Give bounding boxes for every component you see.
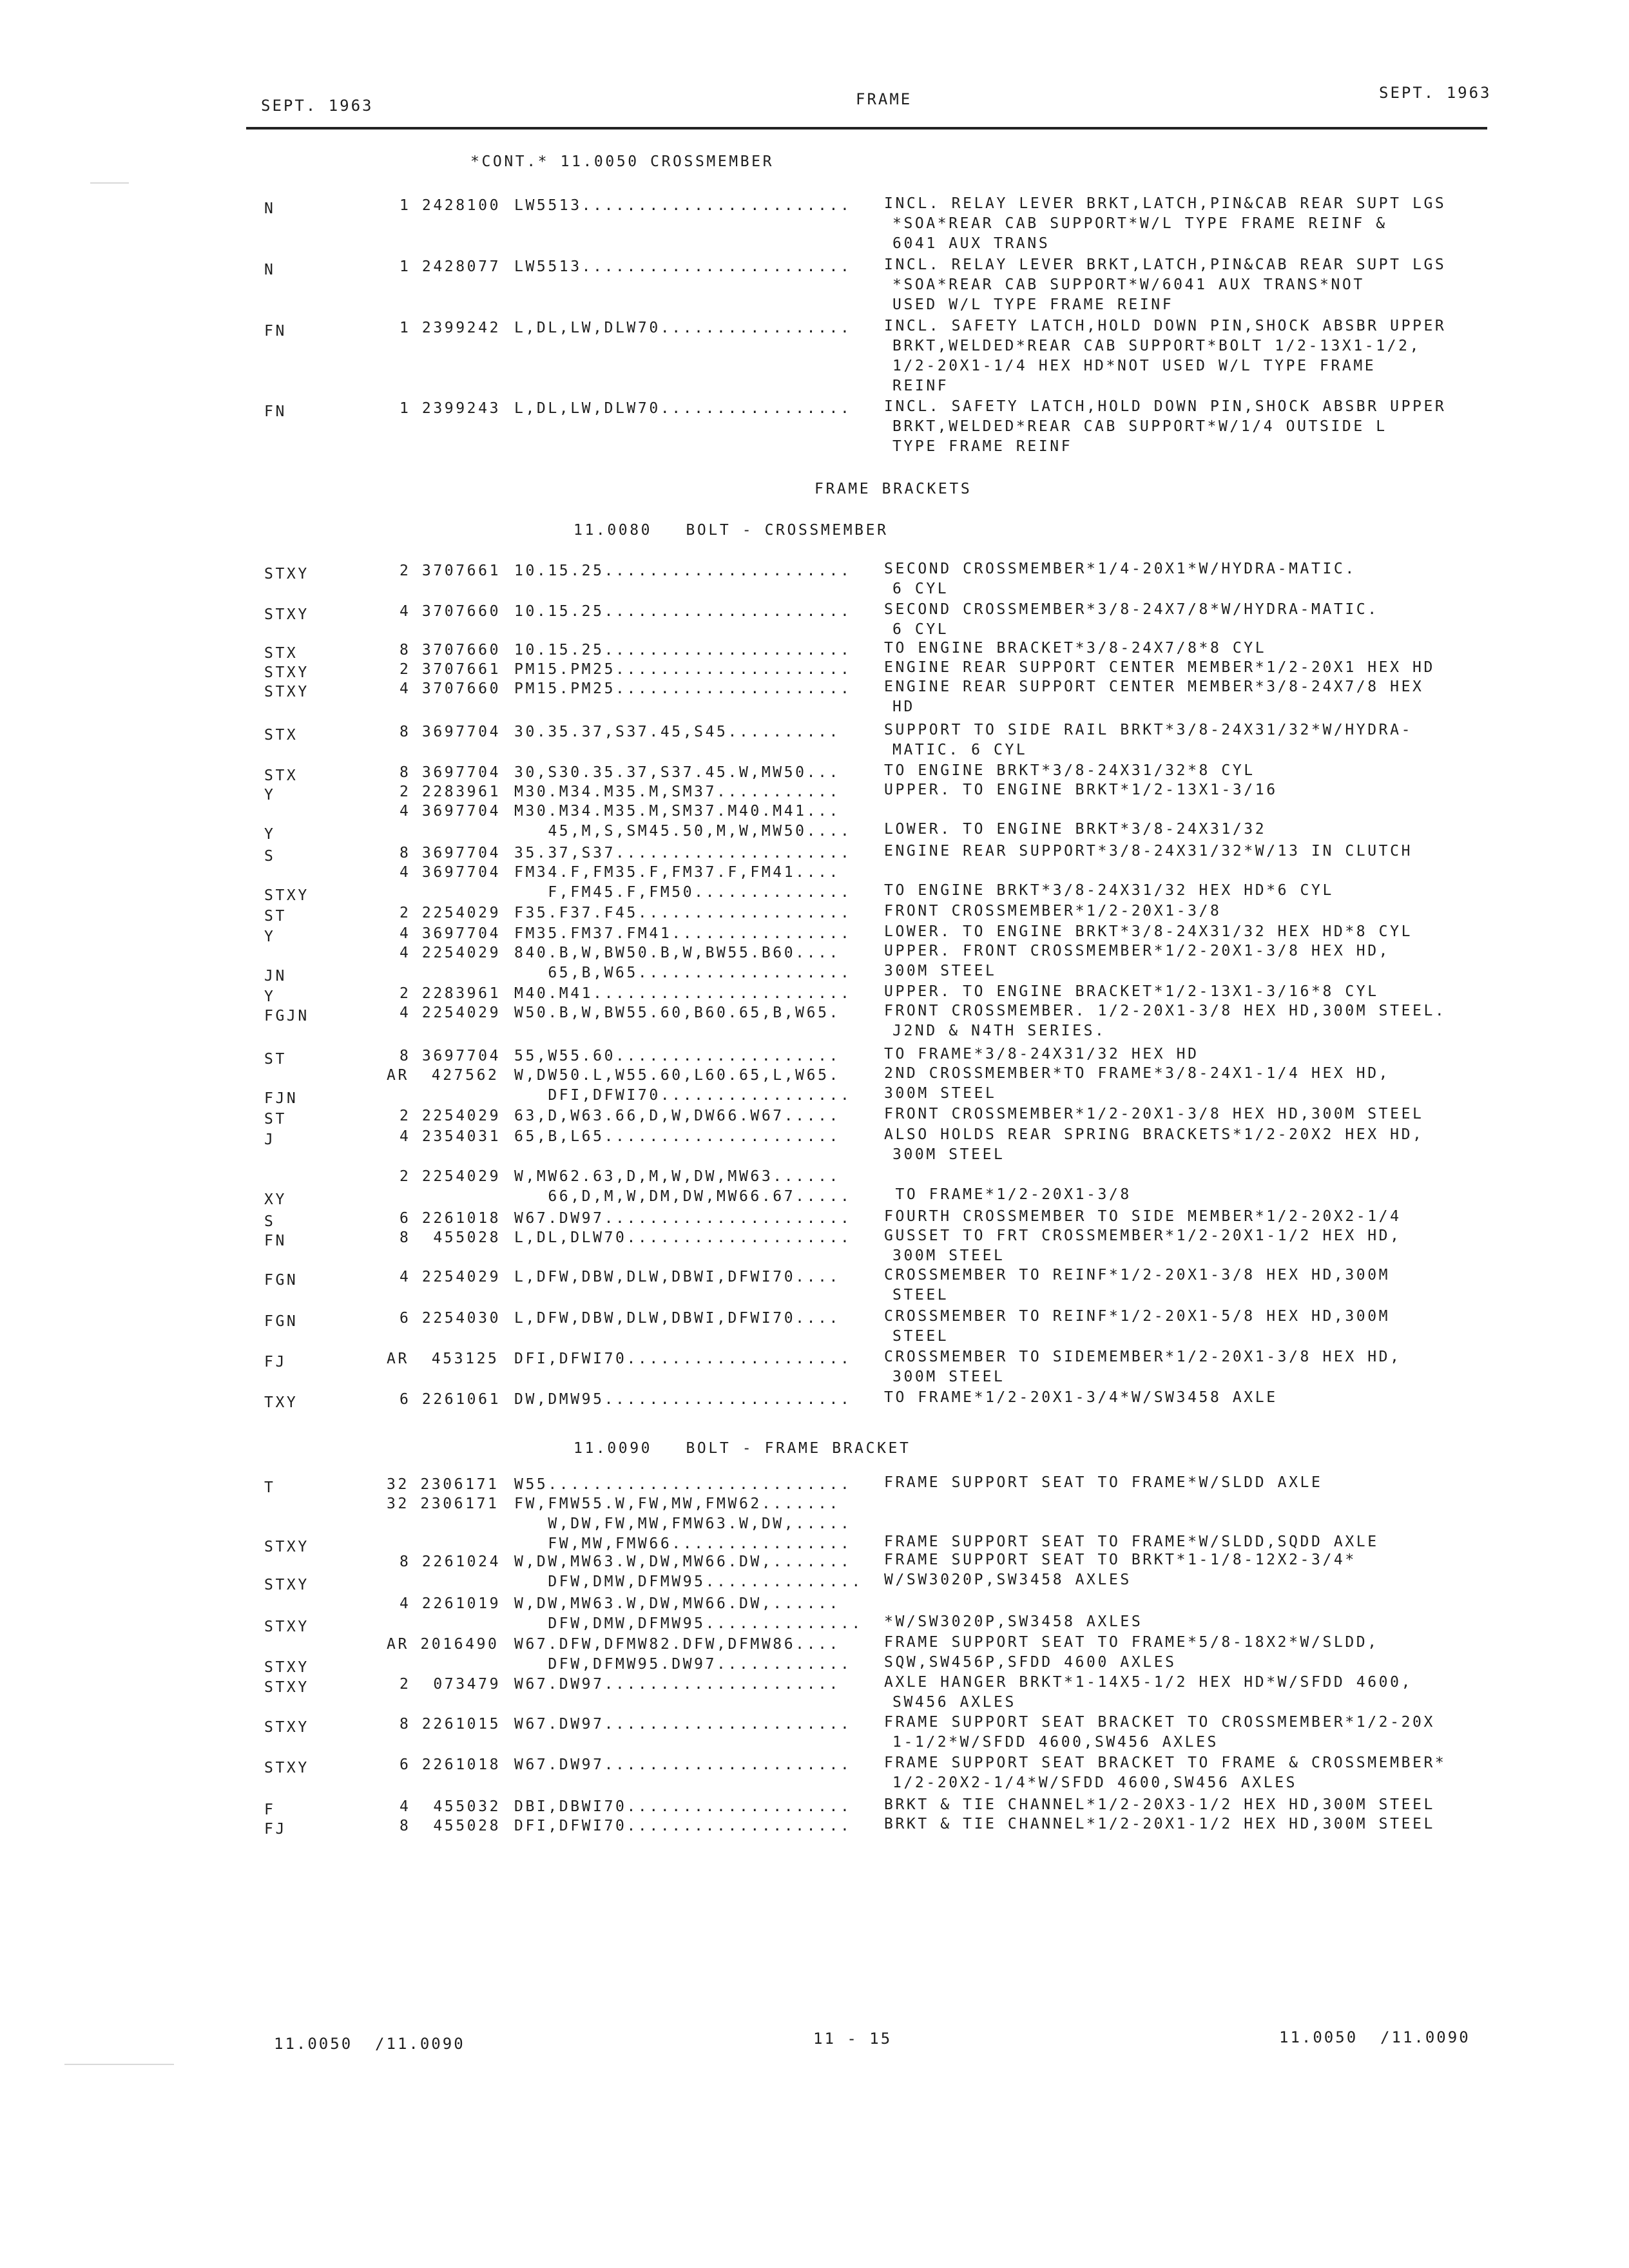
application-models: M40.M41....................... — [514, 985, 852, 1002]
application-models: DFI,DFWI70.................... — [514, 1818, 852, 1834]
model-code: ST — [264, 1051, 287, 1068]
part-description: FRAME SUPPORT SEAT BRACKET TO FRAME & CROSSMEMBER* — [884, 1754, 1447, 1771]
model-code: Y — [264, 787, 276, 803]
part-description: INCL. RELAY LEVER BRKT,LATCH,PIN&CAB REAR SUPT LGS — [884, 256, 1447, 273]
model-code: N — [264, 262, 276, 278]
application-models: L,DL,DLW70.................... — [514, 1229, 852, 1246]
part-description: FRAME SUPPORT SEAT TO BRKT*1-1/8-12X2-3/4* — [884, 1552, 1356, 1568]
qty-part-number: 1 2428077 — [400, 258, 501, 275]
application-models: L,DL,LW,DLW70................. — [514, 400, 852, 417]
part-description: FOURTH CROSSMEMBER TO SIDE MEMBER*1/2-20X2-1/4 — [884, 1208, 1402, 1225]
qty-part-number: 2 073479 — [400, 1676, 501, 1693]
part-description: ALSO HOLDS REAR SPRING BRACKETS*1/2-20X2 HEX HD, — [884, 1126, 1424, 1143]
application-models: 45,M,S,SM45.50,M,W,MW50.... — [514, 823, 852, 840]
application-models: DW,DMW95...................... — [514, 1391, 852, 1408]
part-description: CROSSMEMBER TO SIDEMEMBER*1/2-20X1-3/8 HEX HD, — [884, 1349, 1402, 1365]
part-description: BRKT & TIE CHANNEL*1/2-20X1-1/2 HEX HD,300M STEEL — [884, 1816, 1435, 1832]
part-description: ENGINE REAR SUPPORT*3/8-24X31/32*W/13 IN CLUTCH — [884, 843, 1413, 860]
qty-part-number: 8 2261015 — [400, 1716, 501, 1733]
part-description: TO ENGINE BRKT*3/8-24X31/32*8 CYL — [884, 762, 1255, 779]
application-models: 65,B,L65..................... — [514, 1128, 840, 1145]
part-description: LOWER. TO ENGINE BRKT*3/8-24X31/32 — [884, 821, 1267, 838]
application-models: DFI,DFWI70.................... — [514, 1350, 852, 1367]
part-description: ENGINE REAR SUPPORT CENTER MEMBER*3/8-24X7/8 HEX — [884, 678, 1424, 695]
qty-part-number: 4 3697704 — [400, 925, 501, 942]
qty-part-number: 2 2254029 — [400, 905, 501, 921]
part-description: INCL. SAFETY LATCH,HOLD DOWN PIN,SHOCK ABSBR UPPER — [884, 318, 1447, 334]
part-description: J2ND & N4TH SERIES. — [892, 1023, 1106, 1039]
part-description: UPPER. TO ENGINE BRKT*1/2-13X1-3/16 — [884, 782, 1278, 798]
part-description: 1-1/2*W/SFDD 4600,SW456 AXLES — [892, 1734, 1219, 1751]
qty-part-number: 4 2254029 — [400, 1004, 501, 1021]
part-description: BRKT,WELDED*REAR CAB SUPPORT*W/1/4 OUTSIDE L — [892, 418, 1387, 435]
model-code: STXY — [264, 684, 309, 700]
model-code: FGJN — [264, 1008, 309, 1024]
model-code: S — [264, 848, 276, 865]
model-code: Y — [264, 928, 276, 945]
application-models: 10.15.25...................... — [514, 642, 852, 658]
qty-part-number: 4 2354031 — [400, 1128, 501, 1145]
part-description: W/SW3020P,SW3458 AXLES — [884, 1571, 1132, 1588]
part-description: SUPPORT TO SIDE RAIL BRKT*3/8-24X31/32*W/HYDRA- — [884, 722, 1413, 738]
qty-part-number: 4 3697704 — [400, 803, 501, 820]
application-models: PM15.PM25..................... — [514, 680, 852, 697]
qty-part-number: AR 427562 — [387, 1067, 499, 1084]
model-code: T — [264, 1479, 276, 1496]
qty-part-number: 8 3697704 — [400, 1048, 501, 1064]
model-code: S — [264, 1213, 276, 1230]
model-code: STX — [264, 645, 298, 662]
application-models: W67.DW97...................... — [514, 1756, 852, 1773]
application-models: W,MW62.63,D,M,W,DW,MW63...... — [514, 1168, 840, 1185]
qty-part-number: AR 453125 — [387, 1350, 499, 1367]
part-description: REINF — [892, 378, 949, 394]
cont-heading: *CONT.* 11.0050 CROSSMEMBER — [470, 153, 775, 170]
part-description: TO FRAME*1/2-20X1-3/4*W/SW3458 AXLE — [884, 1389, 1278, 1406]
qty-part-number: 4 3707660 — [400, 603, 501, 620]
application-models: W55........................... — [514, 1476, 852, 1493]
model-code: STXY — [264, 1760, 309, 1776]
part-description: *SOA*REAR CAB SUPPORT*W/6041 AUX TRANS*NOT — [892, 276, 1365, 293]
part-description: UPPER. FRONT CROSSMEMBER*1/2-20X1-3/8 HEX HD, — [884, 943, 1391, 959]
part-description: 1/2-20X1-1/4 HEX HD*NOT USED W/L TYPE FRAME — [892, 358, 1376, 374]
application-models: W67.DW97..................... — [514, 1676, 840, 1693]
part-description: *SOA*REAR CAB SUPPORT*W/L TYPE FRAME REINF & — [892, 215, 1387, 232]
application-models: DFW,DMW,DFMW95.............. — [514, 1573, 863, 1590]
part-description: MATIC. 6 CYL — [892, 742, 1028, 758]
part-description: TO ENGINE BRACKET*3/8-24X7/8*8 CYL — [884, 640, 1267, 657]
part-description: FRONT CROSSMEMBER*1/2-20X1-3/8 — [884, 903, 1222, 919]
qty-part-number: 2 3707661 — [400, 562, 501, 579]
model-code: STXY — [264, 1659, 309, 1676]
part-description: 6 CYL — [892, 581, 949, 597]
application-models: 63,D,W63.66,D,W,DW66.W67..... — [514, 1108, 840, 1124]
application-models: L,DFW,DBW,DLW,DBWI,DFWI70.... — [514, 1269, 840, 1285]
part-description: USED W/L TYPE FRAME REINF — [892, 296, 1174, 313]
model-code: JN — [264, 968, 287, 985]
qty-part-number: 4 3707660 — [400, 680, 501, 697]
model-code: STXY — [264, 566, 309, 582]
part-description: TO ENGINE BRKT*3/8-24X31/32 HEX HD*6 CYL — [884, 882, 1334, 899]
qty-part-number: 6 2261018 — [400, 1756, 501, 1773]
application-models: L,DFW,DBW,DLW,DBWI,DFWI70.... — [514, 1310, 840, 1327]
model-code: STX — [264, 727, 298, 744]
part-description: SECOND CROSSMEMBER*3/8-24X7/8*W/HYDRA-MATIC. — [884, 601, 1379, 618]
application-models: 35.37,S37..................... — [514, 845, 852, 861]
part-description: STEEL — [892, 1328, 949, 1345]
part-description: BRKT & TIE CHANNEL*1/2-20X3-1/2 HEX HD,300M STEEL — [884, 1796, 1435, 1813]
application-models: M30.M34.M35.M,SM37.M40.M41... — [514, 803, 840, 820]
qty-part-number: 6 2261061 — [400, 1391, 501, 1408]
application-models: LW5513........................ — [514, 197, 852, 214]
application-models: W,DW,FW,MW,FMW63.W,DW,..... — [514, 1515, 852, 1532]
footer-page-number: 11 - 15 — [813, 2030, 892, 2048]
application-models: W67.DFW,DFMW82.DFW,DFMW86.... — [514, 1636, 840, 1653]
part-description: 1/2-20X2-1/4*W/SFDD 4600,SW456 AXLES — [892, 1774, 1298, 1791]
model-code: FJ — [264, 1821, 287, 1838]
model-code: FGN — [264, 1272, 298, 1289]
application-models: 30.35.37,S37.45,S45.......... — [514, 724, 840, 740]
qty-part-number: 1 2399242 — [400, 320, 501, 336]
qty-part-number: 1 2399243 — [400, 400, 501, 417]
part-description: SW456 AXLES — [892, 1694, 1016, 1711]
model-code: N — [264, 200, 276, 217]
application-models: 65,B,W65................... — [514, 965, 852, 981]
scan-mark — [90, 182, 129, 184]
qty-part-number: 8 455028 — [400, 1229, 501, 1246]
qty-part-number: 6 2254030 — [400, 1310, 501, 1327]
part-description: UPPER. TO ENGINE BRACKET*1/2-13X1-3/16*8 CYL — [884, 983, 1379, 1000]
scan-mark — [64, 2064, 174, 2065]
model-code: J — [264, 1131, 276, 1148]
header-title: FRAME — [856, 90, 912, 108]
footer-left: 11.0050 /11.0090 — [274, 2035, 465, 2053]
model-code: STXY — [264, 664, 309, 681]
qty-part-number: 4 455032 — [400, 1798, 501, 1815]
model-code: Y — [264, 988, 276, 1005]
part-description: TO FRAME*3/8-24X31/32 HEX HD — [884, 1046, 1199, 1062]
section-heading-11-0080: 11.0080 BOLT - CROSSMEMBER — [574, 522, 889, 539]
application-models: 30,S30.35.37,S37.45.W,MW50... — [514, 764, 840, 781]
application-models: 10.15.25...................... — [514, 562, 852, 579]
qty-part-number: 8 455028 — [400, 1818, 501, 1834]
header-date-right: SEPT. 1963 — [1379, 84, 1492, 102]
part-description: CROSSMEMBER TO REINF*1/2-20X1-5/8 HEX HD,300M — [884, 1308, 1391, 1325]
application-models: W67.DW97...................... — [514, 1716, 852, 1733]
part-description: 6 CYL — [892, 621, 949, 638]
model-code: ST — [264, 1111, 287, 1128]
application-models: FM35.FM37.FM41................ — [514, 925, 852, 942]
model-code: FN — [264, 1233, 287, 1249]
application-models: DFW,DFMW95.DW97............ — [514, 1656, 852, 1673]
application-models: L,DL,LW,DLW70................. — [514, 320, 852, 336]
model-code: STXY — [264, 1679, 309, 1696]
qty-part-number: 2 2254029 — [400, 1108, 501, 1124]
part-description: FRAME SUPPORT SEAT TO FRAME*W/SLDD,SQDD AXLE — [884, 1533, 1379, 1550]
application-models: LW5513........................ — [514, 258, 852, 275]
model-code: TXY — [264, 1394, 298, 1411]
model-code: STXY — [264, 1539, 309, 1555]
qty-part-number: 8 3707660 — [400, 642, 501, 658]
part-description: 2ND CROSSMEMBER*TO FRAME*3/8-24X1-1/4 HEX HD, — [884, 1065, 1391, 1082]
part-description: BRKT,WELDED*REAR CAB SUPPORT*BOLT 1/2-13X1-1/2, — [892, 338, 1422, 354]
part-description: SECOND CROSSMEMBER*1/4-20X1*W/HYDRA-MATIC. — [884, 561, 1356, 577]
model-code: FN — [264, 323, 287, 340]
qty-part-number: 4 2254029 — [400, 945, 501, 961]
application-models: W67.DW97...................... — [514, 1210, 852, 1227]
group-heading: FRAME BRACKETS — [815, 481, 972, 497]
application-models: W,DW,MW63.W,DW,MW66.DW,....... — [514, 1553, 852, 1570]
part-description: SQW,SW456P,SFDD 4600 AXLES — [884, 1654, 1177, 1671]
model-code: Y — [264, 826, 276, 843]
part-description: FRAME SUPPORT SEAT TO FRAME*5/8-18X2*W/SLDD, — [884, 1634, 1379, 1651]
header-rule — [246, 127, 1487, 130]
part-description: TO FRAME*1/2-20X1-3/8 — [884, 1186, 1132, 1203]
model-code: STX — [264, 767, 298, 784]
part-description: 300M STEEL — [892, 1146, 1005, 1163]
model-code: FJN — [264, 1090, 298, 1107]
qty-part-number: 6 2261018 — [400, 1210, 501, 1227]
part-description: INCL. SAFETY LATCH,HOLD DOWN PIN,SHOCK ABSBR UPPER — [884, 398, 1447, 415]
application-models: DBI,DBWI70.................... — [514, 1798, 852, 1815]
part-description: *W/SW3020P,SW3458 AXLES — [884, 1613, 1143, 1630]
application-models: 66,D,M,W,DM,DW,MW66.67..... — [514, 1188, 852, 1205]
qty-part-number: 2 3707661 — [400, 661, 501, 678]
part-description: 300M STEEL — [884, 1085, 997, 1102]
qty-part-number: 2 2283961 — [400, 985, 501, 1002]
qty-part-number: 8 3697704 — [400, 764, 501, 781]
model-code: STXY — [264, 1719, 309, 1736]
part-description: FRONT CROSSMEMBER*1/2-20X1-3/8 HEX HD,300M STEEL — [884, 1106, 1424, 1122]
part-description: LOWER. TO ENGINE BRKT*3/8-24X31/32 HEX HD*8 CYL — [884, 923, 1413, 940]
part-description: GUSSET TO FRT CROSSMEMBER*1/2-20X1-1/2 HEX HD, — [884, 1227, 1402, 1244]
application-models: W,DW,MW63.W,DW,MW66.DW,...... — [514, 1595, 840, 1612]
application-models: DFW,DMW,DFMW95.............. — [514, 1615, 863, 1632]
application-models: W50.B,W,BW55.60,B60.65,B,W65. — [514, 1004, 840, 1021]
model-code: ST — [264, 908, 287, 925]
part-description: FRAME SUPPORT SEAT BRACKET TO CROSSMEMBER*1/2-20X — [884, 1714, 1435, 1731]
application-models: F35.F37.F45................... — [514, 905, 852, 921]
part-description: FRONT CROSSMEMBER. 1/2-20X1-3/8 HEX HD,300M STEEL. — [884, 1003, 1447, 1019]
part-description: 300M STEEL — [884, 963, 997, 979]
model-code: FGN — [264, 1313, 298, 1330]
qty-part-number: 32 2306171 — [387, 1495, 499, 1512]
footer-right: 11.0050 /11.0090 — [1279, 2028, 1470, 2046]
part-description: INCL. RELAY LEVER BRKT,LATCH,PIN&CAB REAR SUPT LGS — [884, 195, 1447, 212]
part-description: 300M STEEL — [892, 1247, 1005, 1264]
part-description: TYPE FRAME REINF — [892, 438, 1073, 455]
part-description: AXLE HANGER BRKT*1-14X5-1/2 HEX HD*W/SFDD 4600, — [884, 1674, 1413, 1691]
application-models: PM15.PM25..................... — [514, 661, 852, 678]
part-description: HD — [892, 698, 915, 715]
application-models: 840.B,W,BW50.B,W,BW55.B60.... — [514, 945, 840, 961]
part-description: STEEL — [892, 1287, 949, 1303]
application-models: M30.M34.M35.M,SM37........... — [514, 783, 840, 800]
model-code: STXY — [264, 1619, 309, 1635]
qty-part-number: 4 2261019 — [400, 1595, 501, 1612]
model-code: STXY — [264, 1577, 309, 1593]
section-heading-11-0090: 11.0090 BOLT - FRAME BRACKET — [574, 1440, 911, 1457]
qty-part-number: 2 2283961 — [400, 783, 501, 800]
qty-part-number: 4 3697704 — [400, 864, 501, 881]
model-code: XY — [264, 1191, 287, 1208]
qty-part-number: 8 2261024 — [400, 1553, 501, 1570]
application-models: W,DW50.L,W55.60,L60.65,L,W65. — [514, 1067, 840, 1084]
part-description: FRAME SUPPORT SEAT TO FRAME*W/SLDD AXLE — [884, 1474, 1323, 1491]
qty-part-number: 32 2306171 — [387, 1476, 499, 1493]
qty-part-number: 4 2254029 — [400, 1269, 501, 1285]
application-models: DFI,DFWI70................. — [514, 1087, 852, 1104]
model-code: FN — [264, 403, 287, 420]
model-code: STXY — [264, 887, 309, 904]
part-description: CROSSMEMBER TO REINF*1/2-20X1-3/8 HEX HD,300M — [884, 1267, 1391, 1283]
qty-part-number: 8 3697704 — [400, 724, 501, 740]
part-description: ENGINE REAR SUPPORT CENTER MEMBER*1/2-20X1 HEX HD — [884, 659, 1435, 676]
header-date-left: SEPT. 1963 — [261, 97, 374, 115]
qty-part-number: AR 2016490 — [387, 1636, 499, 1653]
part-description: 6041 AUX TRANS — [892, 235, 1050, 252]
application-models: FW,FMW55.W,FW,MW,FMW62....... — [514, 1495, 840, 1512]
model-code: STXY — [264, 606, 309, 623]
qty-part-number: 1 2428100 — [400, 197, 501, 214]
application-models: FM34.F,FM35.F,FM37.F,FM41.... — [514, 864, 840, 881]
application-models: 55,W55.60.................... — [514, 1048, 840, 1064]
qty-part-number: 2 2254029 — [400, 1168, 501, 1185]
model-code: F — [264, 1802, 276, 1818]
application-models: F,FM45.F,FM50.............. — [514, 884, 852, 901]
qty-part-number: 8 3697704 — [400, 845, 501, 861]
application-models: 10.15.25...................... — [514, 603, 852, 620]
model-code: FJ — [264, 1354, 287, 1370]
part-description: 300M STEEL — [892, 1369, 1005, 1385]
application-models: FW,MW,FMW66................ — [514, 1535, 852, 1552]
